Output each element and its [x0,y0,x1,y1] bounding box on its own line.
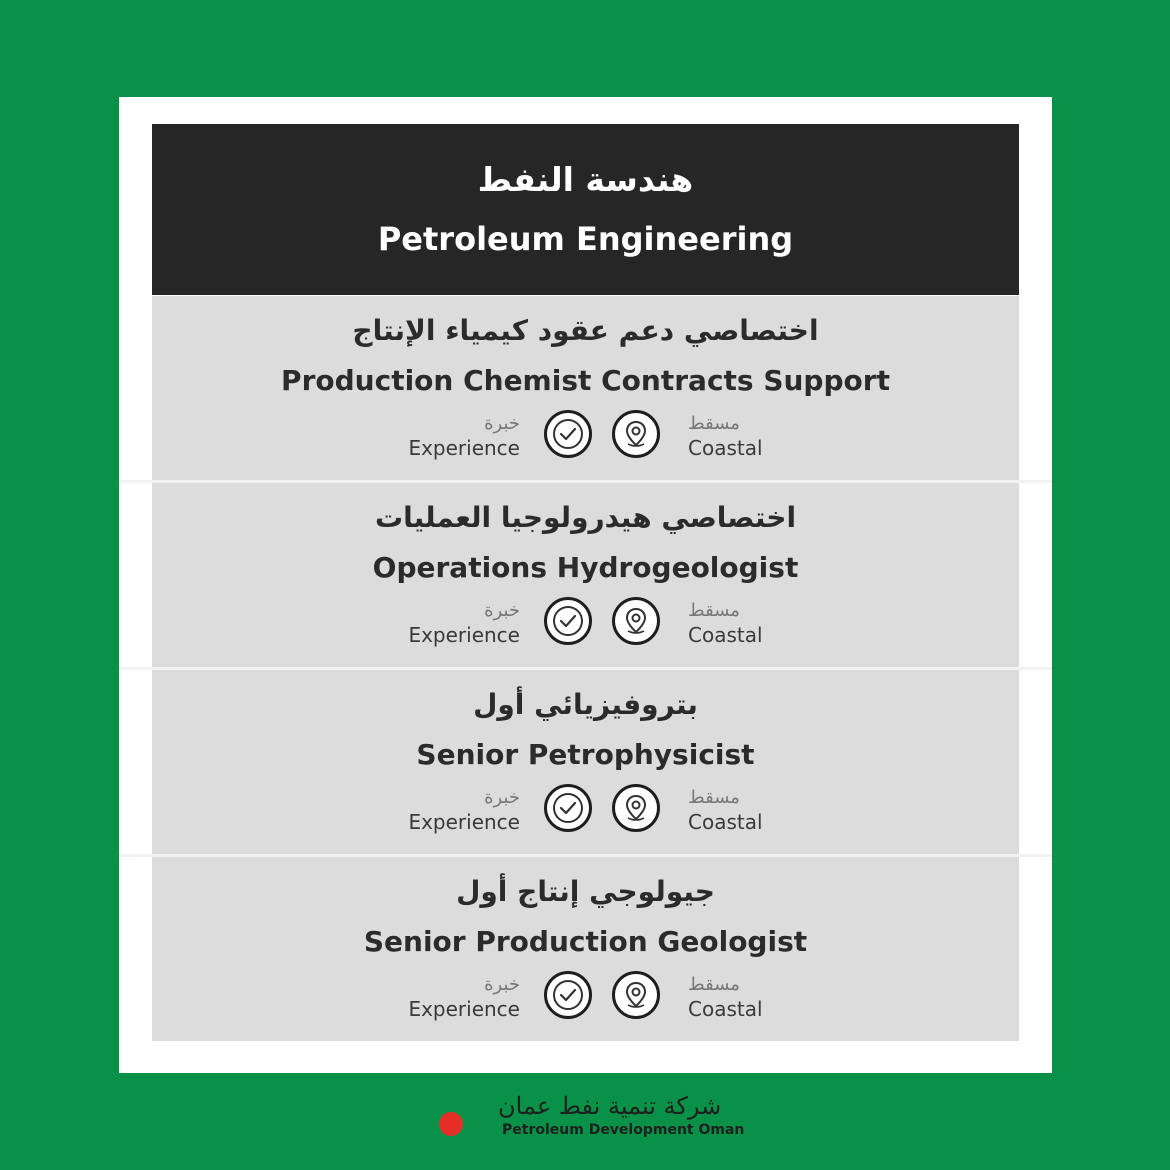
location-info [612,410,852,466]
location-label-ar: مسقط [688,413,740,434]
location-label-en: Coastal [688,810,763,834]
location-label-en: Coastal [688,623,763,647]
experience-label-ar: خبرة [484,600,520,621]
location-info [612,971,852,1027]
pdo-logo-icon [418,1096,484,1148]
job-title-en: Production Chemist Contracts Support [281,364,890,397]
job-title-ar: جيولوجي إنتاج أول [456,875,715,908]
job-row[interactable] [152,857,1019,1041]
map-pin-icon [612,784,660,832]
location-label-en: Coastal [688,436,763,460]
check-circle-icon [544,971,592,1019]
experience-info [352,597,592,653]
map-pin-icon [612,971,660,1019]
experience-label-ar: خبرة [484,974,520,995]
experience-label-en: Experience [408,623,520,647]
job-title-en: Senior Production Geologist [363,925,808,958]
experience-label-ar: خبرة [484,787,520,808]
experience-info [352,971,592,1027]
location-label-ar: مسقط [688,600,740,621]
experience-info [352,784,592,840]
check-circle-icon [544,410,592,458]
location-info [612,784,852,840]
location-label-ar: مسقط [688,974,740,995]
category-title-ar: هندسة النفط [477,160,694,199]
check-circle-icon [544,784,592,832]
experience-info [352,410,592,466]
category-title-en: Petroleum Engineering [377,220,794,258]
job-title-en: Operations Hydrogeologist [372,551,799,584]
experience-label-en: Experience [408,436,520,460]
job-title-ar: بتروفيزيائي أول [473,688,698,721]
category-header [152,124,1019,295]
check-circle-icon [544,597,592,645]
job-title-ar: اختصاصي هيدرولوجيا العمليات [374,501,797,534]
job-title-ar: اختصاصي دعم عقود كيمياء الإنتاج [352,314,819,347]
experience-label-en: Experience [408,997,520,1021]
experience-label-en: Experience [408,810,520,834]
company-name-ar: شركة تنمية نفط عمان [498,1092,722,1120]
job-listing-card [119,97,1052,1073]
company-name-en: Petroleum Development Oman [502,1122,745,1138]
location-label-en: Coastal [688,997,763,1021]
company-logo [418,1090,758,1150]
location-info [612,597,852,653]
location-label-ar: مسقط [688,787,740,808]
experience-label-ar: خبرة [484,413,520,434]
map-pin-icon [612,410,660,458]
job-row[interactable] [152,296,1019,480]
map-pin-icon [612,597,660,645]
job-row[interactable] [152,483,1019,667]
job-title-en: Senior Petrophysicist [416,738,755,771]
job-row[interactable] [152,670,1019,854]
